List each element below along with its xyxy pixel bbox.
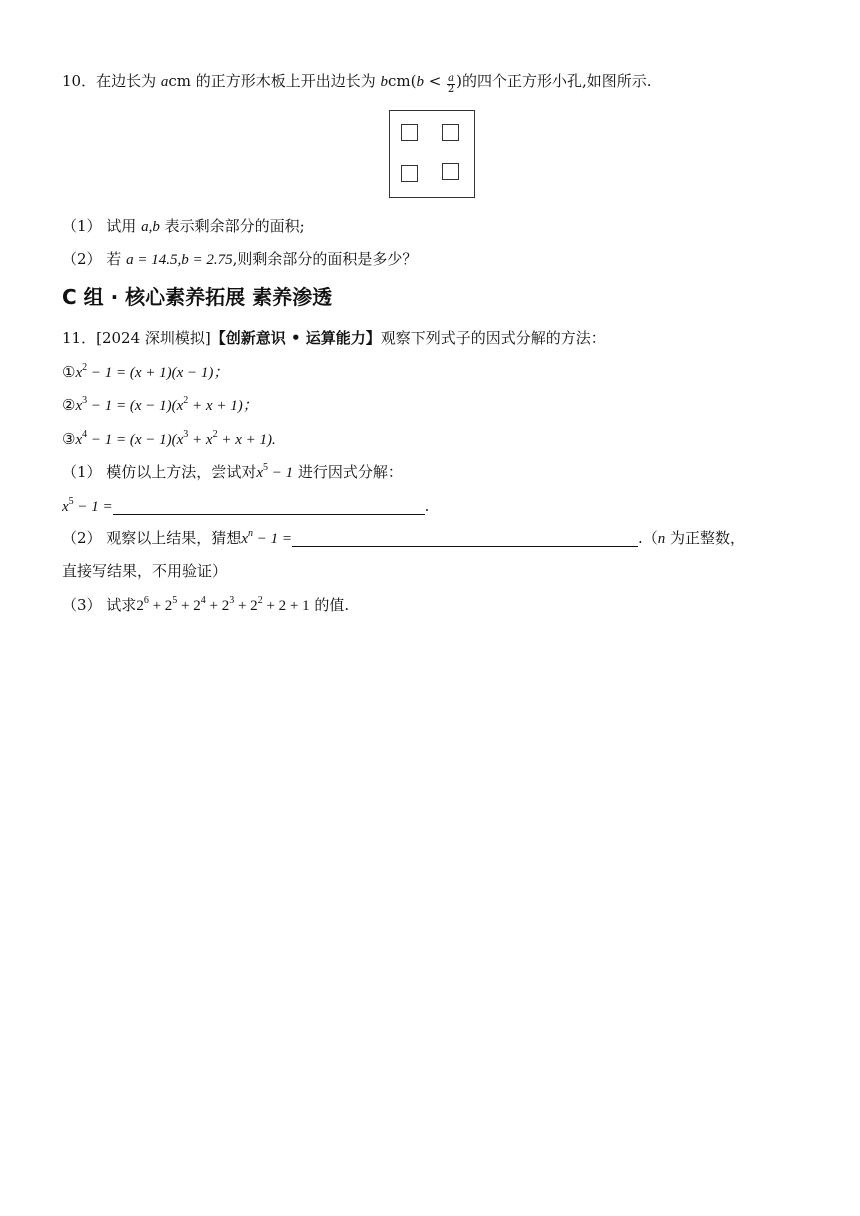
var-b: b: [380, 74, 389, 90]
square-hole-icon: [401, 165, 418, 182]
eq2-rhs-power: 2: [183, 395, 189, 406]
eq1-power: $x^2$: [75, 362, 88, 381]
xn-minus-1-equals: − 1 =: [253, 531, 292, 547]
var-n: n: [657, 531, 666, 547]
eq3-power: $x^4$: [75, 429, 88, 448]
q11-stem: [62, 327, 606, 349]
unit-cm: cm: [168, 72, 191, 90]
var-a: a: [160, 74, 169, 90]
square-hole-icon: [442, 124, 459, 141]
eq3-rhs-part: − 1 = (x − 1)(x: [87, 432, 184, 448]
q11-part2-suffix: 为正整数，: [665, 529, 746, 547]
answer-blank[interactable]: [292, 530, 638, 547]
eq2-rhs-part: − 1 = (x − 1)(x: [87, 398, 184, 414]
fraction-a-over-2: [447, 74, 455, 95]
x5-minus-1: − 1: [268, 465, 294, 481]
q10-part2: [62, 248, 417, 271]
q11-part1-answer: $x^5 - 1$ = .: [62, 496, 430, 515]
q10-stem-suffix: )的四个正方形小孔,如图所示.: [456, 72, 652, 90]
q10-part2-suffix: ,则剩余部分的面积是多少？: [232, 250, 418, 268]
unit-cm: cm(: [388, 72, 417, 90]
square-hole-icon: [442, 163, 459, 180]
answer-blank[interactable]: [113, 498, 425, 515]
fraction-numerator: a: [448, 73, 455, 84]
vars-a-b: a,b: [141, 219, 160, 235]
q10-part2-values: a = 14.5,b = 2.75: [126, 252, 233, 268]
q10-part1: [62, 215, 305, 238]
square-hole-icon: [401, 124, 418, 141]
circled-number-1: ①: [62, 363, 76, 381]
less-than-sign: <: [424, 72, 447, 90]
q11-part2: [62, 527, 745, 550]
q11-part3: [62, 594, 349, 617]
powers-of-two-sum: $2^6 + 2^5 + 2^4 + 2^3 + 2^2$: [136, 595, 263, 614]
eq3-rhs-tail: + x + 1).: [217, 432, 276, 448]
eq2-power: $x^3$: [75, 395, 88, 414]
equation-1: [62, 361, 228, 384]
x5-term: $x^5$: [62, 496, 74, 515]
q10-part1-suffix: 表示剩余部分的面积;: [159, 217, 305, 235]
var-b: b: [416, 74, 425, 90]
q11-part1-prefix: （1） 模仿以上方法，尝试对: [62, 463, 257, 481]
eq2-rhs-tail: + x + 1)；: [188, 398, 258, 414]
q11-part1-suffix: 进行因式分解：: [293, 463, 403, 481]
q11-stem-text: 观察下列式子的因式分解的方法：: [380, 329, 606, 347]
q10-stem-prefix: 10．在边长为: [62, 72, 161, 90]
q11-part2-continued: 直接写结果，不用验证）: [62, 562, 228, 580]
q10-part1-prefix: （1） 试用: [62, 217, 142, 235]
section-title: C 组 · 核心素养拓展 素养渗透: [62, 285, 333, 309]
q11-part3-suffix: 的值.: [309, 596, 350, 614]
q10-stem-middle: 的正方形木板上开出边长为: [190, 72, 381, 90]
eq3-rhs-part: + x: [188, 432, 213, 448]
sum-tail: + 2 + 1: [266, 598, 310, 614]
q11-part1: [62, 461, 403, 484]
fraction-denominator: 2: [447, 84, 455, 95]
eq3-rhs-power-3: 3: [183, 429, 189, 440]
x5-minus-1-equals: − 1 =: [73, 499, 113, 515]
circled-number-2: ②: [62, 396, 76, 414]
q11-part2-prefix: （2） 观察以上结果，猜想: [62, 529, 242, 547]
xn-term: $x^n$: [241, 528, 253, 547]
circled-number-3: ③: [62, 430, 76, 448]
equation-2: [62, 394, 258, 417]
square-board-figure: [389, 110, 475, 198]
x5-term: $x^5$: [256, 462, 268, 481]
q11-part2-punct: .（: [638, 529, 658, 547]
q11-part3-prefix: （3） 试求: [62, 596, 137, 614]
equation-3: [62, 428, 276, 451]
q11-competency-tag: 【创新意识 • 运算能力】: [210, 329, 381, 347]
q10-stem: [62, 70, 651, 95]
eq1-rhs: − 1 = (x + 1)(x − 1)；: [87, 365, 229, 381]
eq3-rhs-power-2: 2: [212, 429, 218, 440]
q11-source: 11．[2024 深圳模拟]: [62, 329, 211, 347]
q10-part2-prefix: （2） 若: [62, 250, 127, 268]
